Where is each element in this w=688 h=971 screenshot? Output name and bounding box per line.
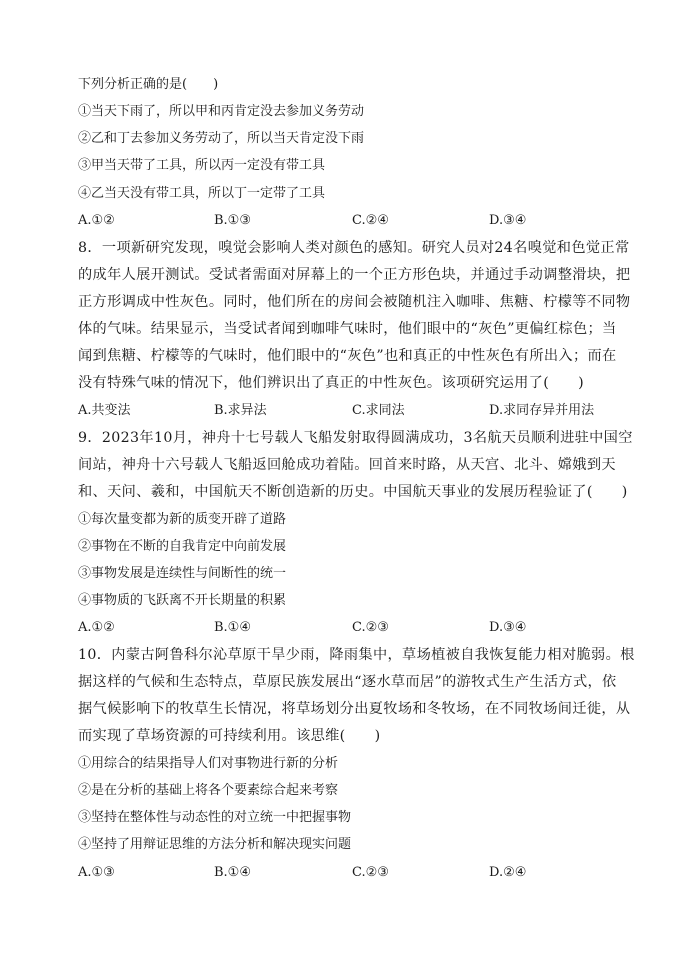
q10-option-d: D.②④: [489, 865, 527, 880]
q7-stem-tail: 下列分析正确的是( ): [78, 77, 219, 92]
q9-option-a: A.①②: [78, 620, 115, 635]
q9-option-d: D.③④: [489, 620, 527, 635]
q10-item-2: ②是在分析的基础上将各个要素综合起来考察: [78, 783, 339, 798]
q8-line-4: 体的气味。结果显示，当受试者闻到咖啡气味时，他们眼中的“灰色”更偏红棕色；当: [78, 321, 617, 337]
q7-option-d: D.③④: [489, 213, 527, 228]
q8-option-a: A.共变法: [78, 403, 131, 418]
q7-option-a: A.①②: [78, 213, 115, 228]
q10-option-c: C.②③: [352, 865, 389, 880]
q9-option-b: B.①④: [214, 620, 251, 635]
q9-item-4: ④事物质的飞跃离不开长期量的积累: [78, 593, 287, 608]
q9-line-3: 和、天问、羲和，中国航天不断创造新的历史。中国航天事业的发展历程验证了( ): [78, 484, 628, 500]
q10-line-2: 据这样的气候和生态特点，草原民族发展出“逐水草而居”的游牧式生产生活方式，依: [78, 674, 617, 690]
q7-item-4: ④乙当天没有带工具，所以丁一定带了工具: [78, 186, 326, 201]
q8-option-c: C.求同法: [352, 403, 405, 418]
q7-item-3: ③甲当天带了工具，所以丙一定没有带工具: [78, 158, 326, 173]
q9-item-2: ②事物在不断的自我肯定中向前发展: [78, 539, 287, 554]
q8-line-1: 8．一项新研究发现，嗅觉会影响人类对颜色的感知。研究人员对24名嗅觉和色觉正常: [78, 240, 630, 256]
q10-option-b: B.①④: [214, 865, 251, 880]
q7-item-2: ②乙和丁去参加义务劳动了，所以当天肯定没下雨: [78, 131, 365, 146]
q8-line-6: 没有特殊气味的情况下，他们辨识出了真正的中性灰色。该项研究运用了( ): [78, 375, 585, 391]
q7-option-c: C.②④: [352, 213, 389, 228]
q10-item-4: ④坚持了用辩证思维的方法分析和解决现实问题: [78, 837, 352, 852]
q10-item-1: ①用综合的结果指导人们对事物进行新的分析: [78, 756, 339, 771]
q7-option-b: B.①③: [214, 213, 251, 228]
q9-item-1: ①每次量变都为新的质变开辟了道路: [78, 512, 287, 527]
q9-option-c: C.②③: [352, 620, 389, 635]
q8-line-5: 闻到焦糖、柠檬等的气味时，他们眼中的“灰色”也和真正的中性灰色有所出入；而在: [78, 348, 617, 364]
q8-line-2: 的成年人展开测试。受试者需面对屏幕上的一个正方形色块，并通过手动调整滑块，把: [78, 267, 631, 283]
q10-line-1: 10．内蒙古阿鲁科尔沁草原干旱少雨，降雨集中，草场植被自我恢复能力相对脆弱。根: [78, 647, 635, 663]
q8-option-b: B.求异法: [214, 403, 267, 418]
q10-line-4: 而实现了草场资源的可持续利用。该思维( ): [78, 728, 381, 744]
q10-option-a: A.①③: [78, 865, 115, 880]
q10-line-3: 据气候影响下的牧草生长情况，将草场划分出夏牧场和冬牧场，在不同牧场间迁徙，从: [78, 701, 631, 717]
q8-option-d: D.求同存异并用法: [489, 403, 595, 418]
q10-item-3: ③坚持在整体性与动态性的对立统一中把握事物: [78, 810, 352, 825]
q8-line-3: 正方形调成中性灰色。同时，他们所在的房间会被随机注入咖啡、焦糖、柠檬等不同物: [78, 294, 631, 310]
q9-line-2: 间站，神舟十六号载人飞船返回舱成功着陆。回首来时路，从天宫、北斗、嫦娥到天: [78, 457, 616, 473]
q9-line-1: 9．2023年10月，神舟十七号载人飞船发射取得圆满成功，3名航天员顺利进驻中国空: [78, 430, 633, 446]
q7-item-1: ①当天下雨了，所以甲和丙肯定没去参加义务劳动: [78, 104, 365, 119]
q9-item-3: ③事物发展是连续性与间断性的统一: [78, 566, 287, 581]
